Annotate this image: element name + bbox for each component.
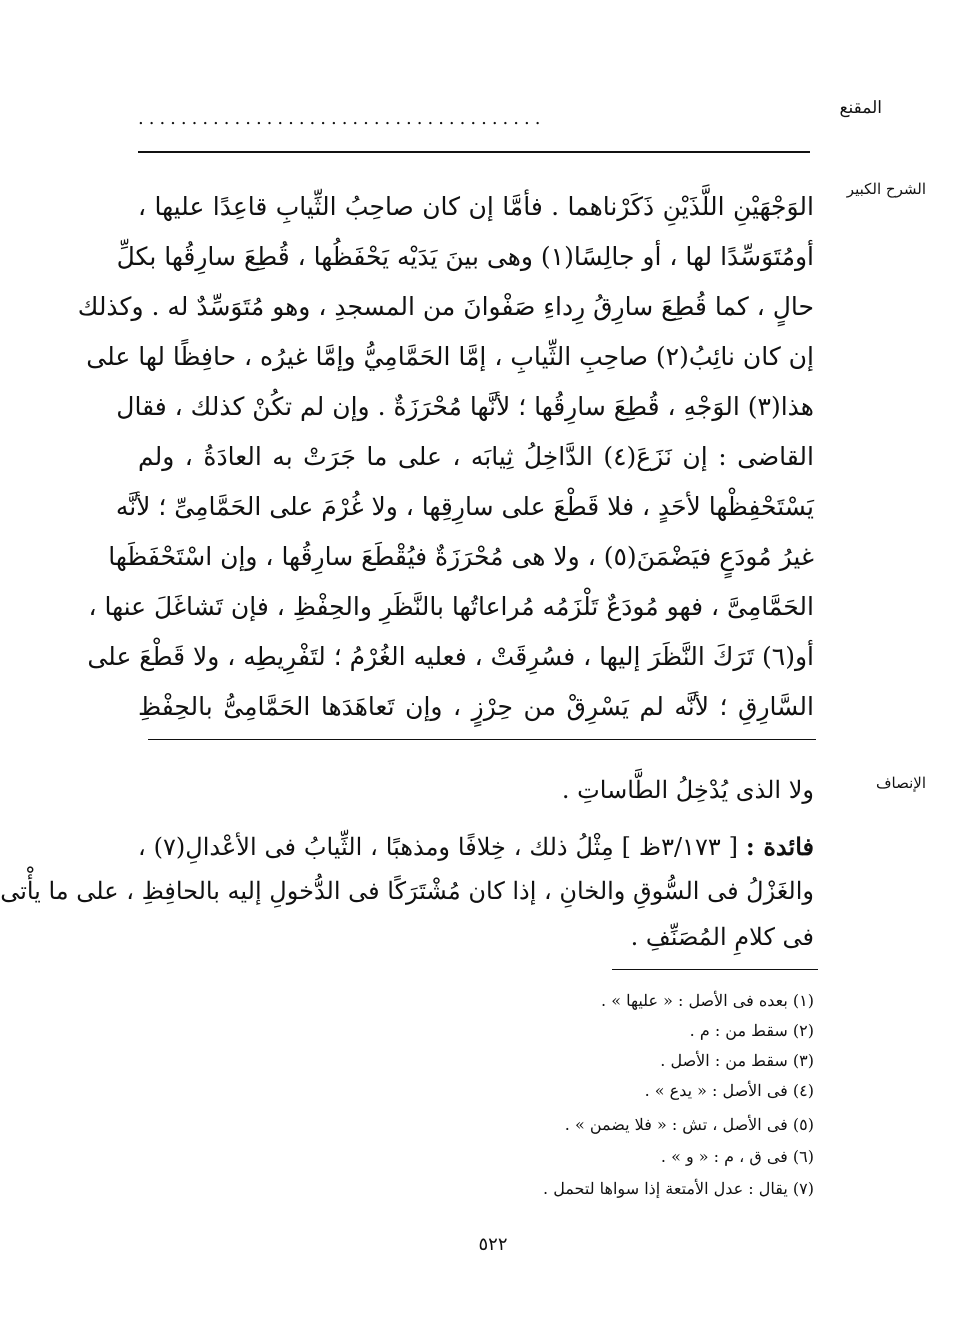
faida-label: فائدة :: [745, 832, 814, 861]
footnote: (٦) فى ق ، م : « و » .: [660, 1147, 814, 1166]
sharh-line: غيرُ مُودَعٍ فيَضْمَنَ(٥) ، ولا هى مُحْرَزَةٌ فيُقْطَعَ سارِقُها ، وإن اسْتَحْفَظَها: [108, 542, 814, 571]
sharh-line: السَّارِقِ ؛ لأنَّه لم يَسْرِقْ من حِرْزٍ ، وإن تَعاهَدَها الحَمَّامِىُّ بالحِفْظِ: [138, 692, 814, 721]
faida-text: [ ٣/١٧٣ظ ] مِثْلُ ذلك ، خِلافًا ومذهبًا ، الثِّيابُ فى الأعْدالِ(٧) ،: [138, 833, 738, 861]
sharh-line: حالٍ ، كما قُطِعَ سارِقُ رِداءِ صَفْوانَ من المسجدِ ، وهو مُتَوَسِّدٌ له . وكذلك: [77, 292, 814, 321]
sharh-line: الوَجْهَيْنِ اللَّذَيْنِ ذَكَرْناهما . فأمَّا إن كان صاحِبُ الثِّيابِ قاعِدًا عليها ،: [138, 192, 814, 221]
insaf-line: ولا الذى يُدْخِلُ الطَّاساتِ .: [561, 776, 814, 804]
insaf-faida-line: [138, 822, 814, 872]
sharh-line: الحَمَّامِىَّ ، فهو مُودَعٌ تَلْزَمُه مُراعاتُها بالنَّظَرِ والحِفْظِ ، فإن تَشاغَلَ عنها ،: [88, 592, 814, 621]
page-number: ٥٢٢: [478, 1234, 508, 1255]
footnote: (٢) سقط من : م .: [689, 1021, 814, 1040]
footnote: (٥) فى الأصل ، تش : « فلا يضمن » .: [564, 1115, 814, 1134]
header-dot-leader: ......................................: [138, 108, 546, 129]
insaf-line: فى كلامِ المُصَنِّفِ .: [630, 923, 814, 951]
sharh-line: يَسْتَحْفِظْها لأحَدٍ ، فلا قَطْعَ على سارِقِها ، ولا غُرْمَ على الحَمَّامِىِّ ؛ لأنَّه: [115, 492, 814, 521]
section-divider: [148, 739, 816, 740]
footnote: (٤) فى الأصل : « يدع » .: [644, 1081, 814, 1100]
sharh-line: القاضى : إن نَزَعَ(٤) الدَّاخِلُ ثِيابَه ، على ما جَرَتْ به العادَةُ ، ولم: [138, 442, 814, 471]
sharh-line: أو(٦) تَرَكَ النَّظَرَ إليها ، فسُرِقَتْ ، فعليه الغُرْمُ ؛ لتَفْرِيطِه ، ولا قَطْعَ على: [87, 642, 814, 671]
footnote: (٣) سقط من : الأصل .: [660, 1051, 814, 1070]
sharh-line: هذا(٣) الوَجْهِ ، قُطِعَ سارِقُها ؛ لأنَّها مُحْرَزَةٌ . وإن لم تكُنْ كذلك ، فقال: [116, 392, 814, 421]
sharh-line: أومُتَوَسِّدًا لها ، أو جالِسًا(١) وهى بينَ يَدَيْه يَحْفَظُها ، قُطِعَ سارِقُها بكلِّ: [116, 242, 814, 271]
footnote: (١) بعده فى الأصل : « عليها » .: [601, 991, 814, 1010]
margin-label-sharh: الشرح الكبير: [846, 180, 926, 198]
footnote-rule: [612, 969, 818, 970]
margin-label-insaf: الإنصاف: [875, 774, 926, 792]
footnote: (٧) يقال : عدل الأمتعة إذا سواها لتحمل .: [543, 1179, 814, 1198]
sharh-line: إن كان نائِبُ(٢) صاحِبِ الثِّيابِ ، إمَّا الحَمَّامِيُّ وإمَّا غيرُه ، حافِظًا لها على: [86, 342, 814, 371]
insaf-line: والغَزْلُ فى السُّوقِ والخانِ ، إذا كان مُشْتَرَكًا فى الدُّخولِ إليه بالحافِظِ ، على ما يأْتى: [0, 877, 814, 905]
running-title: المقنع: [839, 98, 882, 118]
header-rule: [138, 151, 810, 153]
